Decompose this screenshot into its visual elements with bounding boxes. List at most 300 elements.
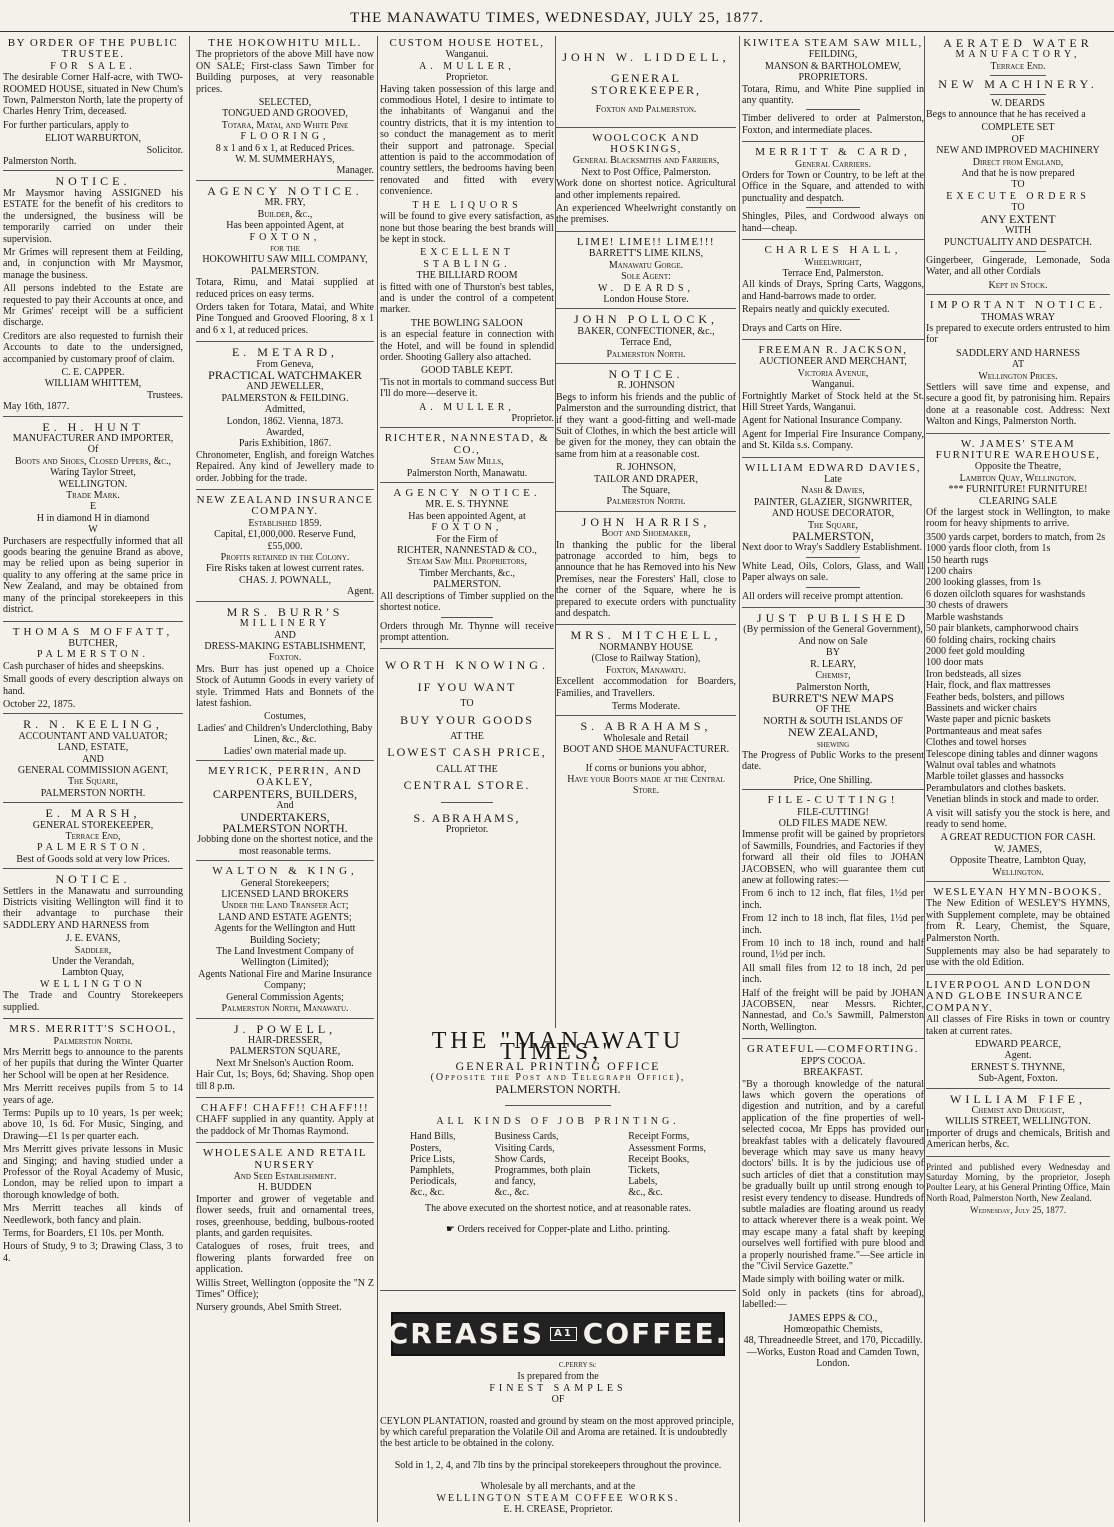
ad-body: An experienced Wheelwright constantly on the premises. — [556, 203, 736, 226]
divider — [806, 109, 861, 110]
ad-line: ANY EXTENT — [980, 211, 1056, 226]
list-item: Waste paper and picnic baskets — [926, 714, 1051, 726]
ad-line: AND HOUSE DECORATOR, — [771, 508, 895, 520]
ad-wray — [926, 298, 1110, 433]
ad-merritt-school — [3, 1022, 183, 1269]
ad-body: Willis Street, Wellington (opposite the "N Z Times" Office); — [196, 1277, 374, 1301]
ad-line — [380, 1224, 736, 1235]
ad-body: From 6 inch to 12 inch, flat files, 1½d per inch. — [742, 888, 924, 911]
ad-line: *** FURNITURE! FURNITURE! — [948, 484, 1088, 496]
ad-line: WELLINGTON — [40, 978, 146, 990]
ad-title: WOOLCOCK AND HOSKINGS, — [592, 131, 700, 156]
ad-line: Have your Boots made at the Central Store. — [567, 773, 725, 797]
list-item: Bassinets and wicker chairs — [926, 702, 1037, 714]
imprint-text: Printed and published every Wednesday and Saturday Morning, by the proprietor, Joseph Poulter Leary, at his General Printing Office, Main North Road, Palmerston North, New Zealand. — [926, 1161, 1110, 1203]
list-item: Visiting Cards, — [494, 1142, 555, 1154]
list-item: 150 hearth rugs — [926, 554, 989, 566]
ad-line: Lambton Quay, Wellington. — [959, 472, 1077, 484]
column-rule — [377, 36, 378, 1522]
ad-line: BUTCHER, — [68, 637, 118, 649]
ad-body: Timber delivered to order at Palmerston, Foxton, and intermediate places. — [742, 113, 924, 136]
ad-line: Awarded, — [265, 427, 305, 438]
masthead: THE MANAWATU TIMES, WEDNESDAY, JULY 25, 1877. — [350, 10, 764, 26]
pointing-hand-icon: ☛ — [446, 1224, 458, 1236]
printing-column-2 — [495, 1131, 591, 1198]
ad-line: Paris Exhibition, 1867. — [238, 438, 332, 450]
ad-agency-fry — [196, 184, 374, 342]
ad-line: THE BILLIARD ROOM — [416, 270, 518, 282]
ad-line: Late — [824, 474, 842, 485]
ad-line: Ladies' own material made up. — [223, 745, 347, 757]
ad-signature: CHAS. J. POWNALL, — [239, 574, 331, 586]
ad-body: Mrs Merritt receives pupils from 5 to 14 years of age. — [3, 1083, 183, 1106]
ad-title: JUST PUBLISHED — [756, 611, 910, 626]
ad-agency-thynne — [380, 486, 554, 649]
ad-line: EPP'S COCOA. — [800, 1055, 866, 1067]
ad-line: LOWEST CASH PRICE, — [387, 745, 547, 760]
ad-line: R. JOHNSON, — [616, 462, 676, 474]
list-item: Price Lists, — [410, 1153, 455, 1165]
ad-body: From 10 inch to 18 inch, round and half round, 1½d per inch. — [742, 938, 924, 961]
ad-line: TO — [460, 698, 474, 710]
ad-title: AGENCY NOTICE. — [207, 183, 363, 198]
banner-text: CREASES — [387, 1317, 545, 1351]
divider — [441, 802, 493, 803]
ad-line: Wanganui. — [445, 49, 489, 61]
ad-line: AND — [274, 629, 296, 641]
column-rule — [924, 36, 925, 1522]
ad-body: CEYLON PLANTATION, roasted and ground by steam on the most approved principle, by which careful preparation the Volatile Oil and Aroma are retained. It is undoubtedly the best article to be obtained in the colony. — [380, 1415, 734, 1450]
ad-signature: C. E. CAPPER. — [61, 366, 125, 378]
list-item: Portmanteaus and meat safes — [926, 725, 1042, 737]
ad-title: GRATEFUL—COMFORTING. — [746, 1043, 920, 1056]
ad-line: FOXTON, — [249, 231, 321, 243]
ad-line: PALMERSTON SQUARE, — [229, 1046, 341, 1058]
ad-body: Purchasers are respectfully informed that all goods bearing the genuine Brand as above, may be relied upon as being superior in quality to any offering at the same price in New Zealand, and may be obtained from many of the principal storekeepers in this district. — [3, 535, 183, 616]
ad-body: A visit will satisfy you the stock is here, and ready to send home. — [926, 807, 1110, 830]
ad-line: MANUFACTORY, — [955, 49, 1081, 61]
ad-signature: ELIOT WARBURTON, — [44, 133, 142, 145]
ad-body: Importer and grower of vegetable and flower seeds, fruit and ornamental trees, roses, greenhouse, bedding, bulbous-rooted plants, and garden requisites. — [196, 1193, 374, 1239]
ad-body: Hair Cut, 1s; Boys, 6d; Shaving. Shop open till 8 p.m. — [196, 1069, 374, 1092]
ad-body: Shingles, Piles, and Cordwood always on hand—cheap. — [742, 211, 924, 234]
trade-mark-line: W — [88, 524, 98, 536]
list-item: 100 door mats — [926, 657, 984, 669]
ad-title: E. MARSH, — [45, 806, 141, 821]
divider — [990, 94, 1045, 95]
ad-body: Having taken possession of this large and commodious Hotel, I desire to intimate to the inhabitants of Wanganui and the country districts, that it is my intention to so conduct the management as to merit their support and patronage. Special attention is paid to the accommodation of country settlers, the bedrooms having been renovated and fitted with every convenience. — [380, 83, 554, 198]
ad-line: AND — [82, 753, 104, 765]
ad-line: Wholesale and Retail — [603, 732, 689, 744]
ad-title: W. JAMES' STEAM FURNITURE WAREHOUSE, — [935, 437, 1101, 461]
ad-public-trustee — [3, 36, 183, 171]
column-rule — [739, 36, 740, 1522]
ad-line: Agents for the Wellington and Hutt Building Society; — [214, 923, 356, 946]
ad-line: TONGUED AND GROOVED, — [222, 108, 348, 120]
ad-line: PALMERSTON NORTH. — [495, 1081, 621, 1096]
ad-walton-king — [196, 864, 374, 1018]
ad-body: Agent for National Insurance Company. — [742, 415, 903, 427]
ad-line: FILE-CUTTING! — [797, 806, 869, 818]
ad-wesleyan-hymn — [926, 885, 1110, 975]
ad-line: Fire Risks taken at lowest current rates. — [205, 563, 364, 575]
ad-line: The Square, — [67, 776, 119, 788]
ad-body: For further particulars, apply to — [3, 119, 129, 131]
ad-title: WILLIAM EDWARD DAVIES, — [744, 461, 922, 474]
ad-line: BUY YOUR GOODS — [400, 712, 534, 727]
ad-line: From Geneva, — [256, 358, 314, 370]
ad-line: The Square, — [621, 485, 671, 496]
ad-line: EDWARD PEARCE, — [974, 1038, 1062, 1050]
ad-line: General Carriers. — [794, 158, 872, 170]
ad-title: CUSTOM HOUSE HOTEL, — [389, 37, 545, 49]
ad-line: Lambton Quay, — [61, 967, 125, 979]
ad-body: Chronometer, English, and foreign Watches Repaired. Any kind of Jewellery made to order. Jobbing for the trade. — [196, 449, 374, 484]
ad-line: LAND AND ESTATE AGENTS; — [218, 911, 352, 923]
ad-line: Under the Verandah, — [51, 956, 135, 968]
ad-line: Palmerston North, Manawatu. — [406, 467, 528, 479]
ad-body: Supplements may also be had separately to use with the old Edition. — [926, 946, 1110, 969]
ad-body: All classes of Fire Risks in town or country taken at current rates. — [926, 1014, 1110, 1037]
ad-signature: A. MULLER, — [419, 401, 515, 413]
ad-pollock — [556, 312, 736, 364]
ad-body: The Progress of Public Works to the present date. — [742, 749, 924, 773]
ad-title: MRS. BURR'S — [226, 604, 344, 619]
ad-title: IMPORTANT NOTICE. — [929, 299, 1107, 312]
ad-line: FOR SALE. — [50, 60, 136, 72]
ad-line: WILLIS STREET, WELLINGTON. — [945, 1116, 1091, 1128]
ad-moffatt — [3, 625, 183, 715]
trade-mark-line: H in diamond H in diamond — [36, 512, 150, 524]
ad-line: THOMAS WRAY — [980, 311, 1056, 323]
masthead-rule — [0, 31, 1114, 32]
ad-line: 48, Threadneedle Street, and 170, Piccadilly.—Works, Euston Road and Camden Town, London. — [743, 1335, 923, 1370]
ad-body: Mrs Merritt gives private lessons in Music and Singing; and having studied under a Professor of the Royal Academy of Music, London, may be relied upon to impart a thorough knowledge of both. — [3, 1144, 183, 1201]
ad-body: Small goods of every description always on hand. — [3, 674, 183, 697]
ad-body: The New Edition of WESLEY'S HYMNS, with Supplement complete, may be obtained from R. Leary, Chemist, the Square, Palmerston North. — [926, 898, 1110, 944]
ad-line: If corns or bunions you abhor, — [585, 762, 707, 774]
column-rule — [189, 36, 190, 1522]
list-item: 200 looking glasses, from 1s — [926, 577, 1041, 589]
ad-line: Steam Saw Mill Proprietors, — [406, 556, 528, 568]
ad-title: E. METARD, — [231, 345, 339, 360]
ad-line: FINEST SAMPLES — [489, 1382, 627, 1394]
column-3 — [380, 36, 554, 1026]
divider — [806, 207, 861, 208]
divider — [441, 617, 493, 618]
ad-line: Terrace End, — [65, 831, 121, 842]
ad-body: The Trade and Country Storekeepers supplied. — [3, 990, 183, 1013]
divider — [990, 75, 1045, 76]
ad-line: TO — [1011, 179, 1025, 191]
ad-line: And that he is now prepared — [961, 168, 1075, 180]
ad-line: SELECTED, — [258, 97, 312, 109]
ad-body: Is prepared to execute orders entrusted to him for — [926, 322, 1110, 346]
ad-body: Venetian blinds in stock and made to order. — [926, 794, 1099, 806]
ad-line: A GREAT REDUCTION FOR CASH. — [940, 832, 1096, 844]
ad-line: AUCTIONEER AND MERCHANT, — [759, 356, 907, 368]
ad-line: And now on Sale — [798, 635, 868, 647]
ad-line: Kept in Stock. — [988, 279, 1048, 291]
ad-liverpool-insurance — [926, 978, 1110, 1089]
ad-body: Begs to announce that he has received a — [926, 109, 1086, 121]
ad-body: Totara, Rimu, and White Pine supplied in any quantity. — [742, 83, 924, 107]
ad-line: And Seed Establishment. — [233, 1170, 337, 1182]
ad-richter — [380, 431, 554, 483]
list-item: Periodicals, — [410, 1176, 457, 1188]
ad-lime — [556, 235, 736, 309]
ad-body: All small files from 12 to 18 inch, 2d per inch. — [742, 962, 924, 986]
ad-line: Agents National Fire and Marine Insurance Company; — [198, 968, 372, 992]
ad-line: AT THE — [450, 730, 484, 742]
ad-title: MERRITT & CARD, — [755, 146, 911, 159]
column-5 — [742, 36, 924, 1522]
list-item: 1000 yards floor cloth, from 1s — [926, 543, 1051, 555]
ad-signature: S. ABRAHAMS, — [413, 810, 521, 825]
ad-title: JOHN HARRIS, — [581, 514, 711, 529]
ad-line: BREAKFAST. — [803, 1067, 863, 1079]
ad-line: For the Firm of — [436, 533, 498, 545]
ad-body: Importer of drugs and chemicals, British and American herbs, &c. — [926, 1127, 1110, 1151]
list-item: Assessment Forms, — [628, 1142, 706, 1154]
ad-body: Orders through Mr. Thynne will receive prompt attention. — [380, 620, 554, 643]
ad-line: IF YOU WANT — [417, 679, 517, 694]
ad-line: Under the Land Transfer Act; — [221, 900, 349, 912]
ad-line: Manager. — [336, 165, 374, 177]
ad-kiwitea-mill — [742, 36, 924, 142]
ad-body: will be found to give every satisfaction, as none but those bearing the best brands will be kept in stock. — [380, 211, 554, 245]
ad-printing-office — [380, 1028, 736, 1291]
list-item: Walnut oval tables and whatnots — [926, 759, 1056, 771]
ad-line: Has been appointed Agent, at — [226, 220, 344, 232]
ad-line: Manawatu Gorge. — [608, 259, 684, 271]
list-item: 50 pair blankets, camphorwood chairs — [926, 623, 1079, 635]
ad-line: Has been appointed Agent, at — [408, 510, 526, 522]
ad-body: Hours of Study, 9 to 3; Drawing Class, 3 to 4. — [3, 1241, 183, 1264]
ad-nz-insurance — [196, 493, 374, 602]
ad-woolcock — [556, 131, 736, 232]
ad-hunt — [3, 420, 183, 622]
ad-line: BAKER, CONFECTIONER, &c., — [577, 325, 715, 337]
ad-body: All persons indebted to the Estate are requested to pay their Accounts at once, and Mr Grimes' receipt will be a sufficient discharge. — [3, 283, 183, 329]
ad-line: General Storekeepers; — [240, 877, 330, 889]
ad-line: UNDERTAKERS, — [240, 809, 330, 824]
ad-signature: W. M. SUMMERHAYS, — [235, 154, 335, 166]
ad-line: HAIR-DRESSER, — [247, 1034, 323, 1046]
ad-line: The Square, — [807, 519, 859, 531]
ad-line: shewing — [816, 738, 850, 750]
ad-title: S. ABRAHAMS, — [580, 719, 712, 734]
ad-line: PAINTER, GLAZIER, SIGNWRITER, — [753, 496, 913, 508]
ad-line: 8 x 1 and 6 x 1, at Reduced Prices. — [215, 142, 355, 154]
ad-line: Trade Mark. — [66, 490, 120, 502]
ad-body: Sold only in packets (tins for abroad), labelled:— — [742, 1287, 924, 1311]
list-item: &c., &c. — [494, 1187, 530, 1199]
ad-body: Agent for Imperial Fire Insurance Company, and St. Kilda s.s. Company. — [742, 428, 924, 452]
list-item: Marble washstands — [926, 611, 1003, 623]
ad-title: NOTICE. — [55, 872, 131, 887]
ad-line: LICENSED LAND BROKERS — [221, 889, 349, 901]
ad-line: MANUFACTURER AND IMPORTER, — [12, 433, 174, 444]
ad-harris — [556, 515, 736, 626]
ad-line: W. JAMES, — [994, 843, 1042, 855]
ad-body: Immense profit will be gained by proprietors of Sawmills, Foundries, and Factories if they forward all their old files to JOHAN JACOBSEN, who will guarantee them cut anew at following rates:— — [742, 829, 924, 886]
ad-title: AERATED WATER — [943, 36, 1093, 50]
ad-line: General Blacksmiths and Farriers, — [572, 155, 720, 167]
list-item: Programmes, both plain — [494, 1165, 591, 1177]
imprint — [926, 1160, 1110, 1219]
ad-line: Boots and Shoes, Closed Uppers, &c., — [15, 455, 171, 467]
ad-body: Terms, for Boarders, £1 10s. per Month. — [3, 1228, 164, 1239]
ad-line: MR. FRY, — [264, 197, 306, 209]
ad-body: Drays and Carts on Hire. — [742, 322, 842, 334]
ad-line: (Opposite the Post and Telegraph Office), — [430, 1072, 686, 1084]
ad-line: EXCELLENT STABLING. — [420, 247, 514, 270]
list-item: Hand Bills, — [410, 1131, 456, 1143]
ad-line: (By permission of the General Government), — [743, 624, 923, 636]
ad-line: Wellington. — [992, 866, 1044, 878]
ad-line: Chemist, — [815, 670, 851, 682]
ad-line: Totara, Matai, and White Pine — [221, 119, 349, 131]
ad-chaff — [196, 1101, 374, 1143]
ad-powell — [196, 1022, 374, 1098]
list-item: Pamphlets, — [410, 1165, 455, 1177]
list-item: Iron bedsteads, all sizes — [926, 668, 1021, 680]
list-item: Telescope dining tables and dinner wagons — [926, 748, 1098, 760]
ad-title: WILLIAM FIFE, — [950, 1091, 1086, 1106]
ad-line: Jobbing done on the shortest notice, and the most reasonable terms. — [197, 834, 373, 857]
ad-line: W. DEARDS, — [597, 282, 695, 294]
ad-body: All kinds of Drays, Spring Carts, Waggons, and Hand-barrows made to order. — [742, 279, 924, 302]
ad-line: Boot and Shoemaker, — [601, 528, 691, 540]
ad-title: WESLEYAN HYMN-BOOKS. — [933, 886, 1103, 899]
divider — [806, 587, 861, 588]
ad-epps-cocoa — [742, 1042, 924, 1372]
ad-line: Timber Merchants, &c., — [418, 567, 515, 579]
ad-line: Capital, £1,000,000. Reserve Fund, £55,000. — [214, 529, 356, 552]
ad-line: OF THE — [815, 704, 851, 716]
ad-line: Palmerston North. — [3, 156, 77, 168]
ad-title: MRS. MERRITT'S SCHOOL, — [9, 1023, 177, 1036]
ad-line: FLOORING, — [240, 131, 330, 143]
ad-body: Gingerbeer, Gingerade, Lemonade, Soda Water, and all other Cordials — [926, 254, 1110, 278]
ad-davies — [742, 461, 924, 608]
ad-line: JAMES EPPS & CO., — [788, 1312, 878, 1324]
ad-line: FEILDING, — [808, 49, 858, 61]
ad-body: Terms: Pupils up to 10 years, 1s per week; above 10, 1s 6d. For Music, Singing, and Drawing—£1 1s per quarter each. — [3, 1107, 183, 1142]
ad-signature: WILLIAM WHITTEM, — [44, 378, 142, 390]
ad-fife — [926, 1092, 1110, 1157]
ad-body: The proprietors of the above Mill have now ON SALE; First-class Sawn Timber for Building purposes, at very reasonable prices. — [196, 49, 374, 95]
ad-line: OLD FILES MADE NEW. — [778, 817, 888, 829]
ad-body: Orders taken for Totara, Matai, and White Pine Tongued and Grooved Flooring, 8 x 1 and 6 x 1, at reduced prices. — [196, 301, 374, 336]
ad-body: is fitted with one of Thurston's best tables, and is under the control of a competent marker. — [380, 281, 554, 316]
ad-line: Foxton and Palmerston. — [595, 104, 697, 116]
ad-line: General Commission Agents; — [226, 991, 344, 1003]
list-item: 30 chests of drawers — [926, 600, 1008, 612]
ad-line: PUNCTUALITY AND DESPATCH. — [944, 236, 1092, 248]
ad-marsh — [3, 806, 183, 869]
ad-line: NORTH & SOUTH ISLANDS OF — [763, 715, 903, 727]
ad-title: THOMAS MOFFATT, — [12, 625, 174, 638]
ad-line: DRESS-MAKING ESTABLISHMENT, — [204, 640, 366, 652]
ad-line: Is prepared from the — [517, 1371, 599, 1383]
ad-charles-hall — [742, 243, 924, 340]
ad-body: "By a thorough knowledge of the natural laws which govern the operations of digestion and nutrition, and by a careful application of the fine properties of well-selected cocoa, Mr Epps has provided our breakfast tables with a delicately flavoured beverage which may save us many heavy doctors' bills. It is by the judicious use of such articles of diet that a constitution may be gradually built up until strong enough to resist every tendency to disease. Hundreds of subtle maladies are floating around us ready to attack wherever there is a weak point. We may escape many a fatal shaft by keeping ourselves well fortified with pure blood and a properly nourished frame."—See article in the "Civil Service Gazette." — [742, 1078, 924, 1272]
ad-body: The desirable Corner Half-acre, with TWO-ROOMED HOUSE, situated in New Chum's Town, Palmerston North, late the property of Charles Henry Trim, deceased. — [3, 72, 183, 118]
ad-line: GENERAL PRINTING OFFICE — [455, 1058, 661, 1073]
list-item: and fancy, — [494, 1176, 536, 1188]
ad-line: Foxton. — [268, 652, 302, 664]
ad-file-cutting — [742, 793, 924, 1039]
ad-keeling — [3, 717, 183, 803]
list-item: 2000 feet gold moulding — [926, 645, 1025, 657]
ad-line: Orders received for Copper-plate and Litho. printing. — [457, 1224, 670, 1236]
list-item: &c., &c. — [410, 1187, 445, 1199]
column-6 — [926, 36, 1110, 1522]
ad-line: ALL KINDS OF JOB PRINTING. — [436, 1116, 680, 1128]
ad-line: Terrace End. — [990, 60, 1046, 72]
ad-abrahams — [556, 719, 736, 799]
ad-line: Agent. — [1004, 1050, 1032, 1062]
ad-line: Ladies' and Children's Underclothing, Baby Linen, &c., &c. — [197, 722, 373, 746]
ad-title: FILE-CUTTING! — [767, 794, 899, 807]
ad-line: BARRETT'S LIME KILNS, — [588, 248, 704, 260]
ad-meyrick — [196, 764, 374, 861]
ad-body: Made simply with boiling water or milk. — [742, 1274, 905, 1286]
ad-body: is an especial feature in connection with the Hotel, and will be found in splendid order. Shooting Gallery also attached. — [380, 329, 554, 363]
ad-line: for the — [270, 242, 300, 254]
ad-line: CALL AT THE — [436, 763, 498, 775]
ad-jackson — [742, 343, 924, 458]
ad-line: Profits retained in the Colony. — [220, 552, 350, 564]
ad-body: Repairs neatly and quickly executed. — [742, 304, 890, 316]
ad-line: COMPLETE SET — [981, 122, 1055, 134]
list-item: Show Cards, — [494, 1153, 546, 1165]
divider — [619, 759, 673, 760]
ad-title: LIME! LIME!! LIME!!! — [576, 235, 716, 248]
ad-line: MILLINERY — [239, 618, 331, 630]
ad-metard — [196, 345, 374, 490]
list-item: Clothes and towel horses — [926, 737, 1027, 749]
ad-title: THE HOKOWHITU MILL. — [208, 37, 362, 49]
ad-title: KIWITEA STEAM SAW MILL, — [743, 37, 923, 49]
ad-line: Sub-Agent, Foxton. — [978, 1073, 1058, 1085]
list-item: Hair, flock, and flax mattresses — [926, 680, 1051, 692]
ad-burr — [196, 605, 374, 761]
ad-body: Settlers will save time and expense, and secure a good fit, by patronising him. Repairs done at a reasonable cost. Address: Next Walton and Kings, Palmerston North. — [926, 381, 1110, 428]
ad-line: Best of Goods sold at very low Prices. — [16, 853, 170, 865]
ad-line: FOXTON, — [431, 522, 503, 534]
ad-line: Of — [87, 444, 99, 456]
ad-line: W. DEARDS — [991, 97, 1045, 109]
ad-line: PALMERSTON. — [432, 579, 502, 591]
ad-line: Chemist and Druggist, — [971, 1104, 1065, 1116]
column-4 — [556, 36, 736, 1026]
ad-line: Palmerston North. — [606, 348, 686, 360]
a1-badge: A1 — [550, 1327, 577, 1340]
ad-line: PRACTICAL WATCHMAKER — [208, 367, 362, 382]
list-item: Marble toilet glasses and hassocks — [926, 771, 1064, 783]
ad-hokowhitu-mill — [196, 36, 374, 181]
ad-custom-house-hotel — [380, 36, 554, 428]
ad-body: Excellent accommodation for Boarders, Families, and Travellers. — [556, 676, 736, 699]
ad-line: Proprietor. — [511, 413, 554, 424]
divider — [806, 557, 861, 558]
ad-crease-coffee — [380, 1300, 736, 1522]
ad-line: PALMERSTON NORTH. — [222, 821, 348, 835]
printing-column-1 — [410, 1131, 457, 1198]
